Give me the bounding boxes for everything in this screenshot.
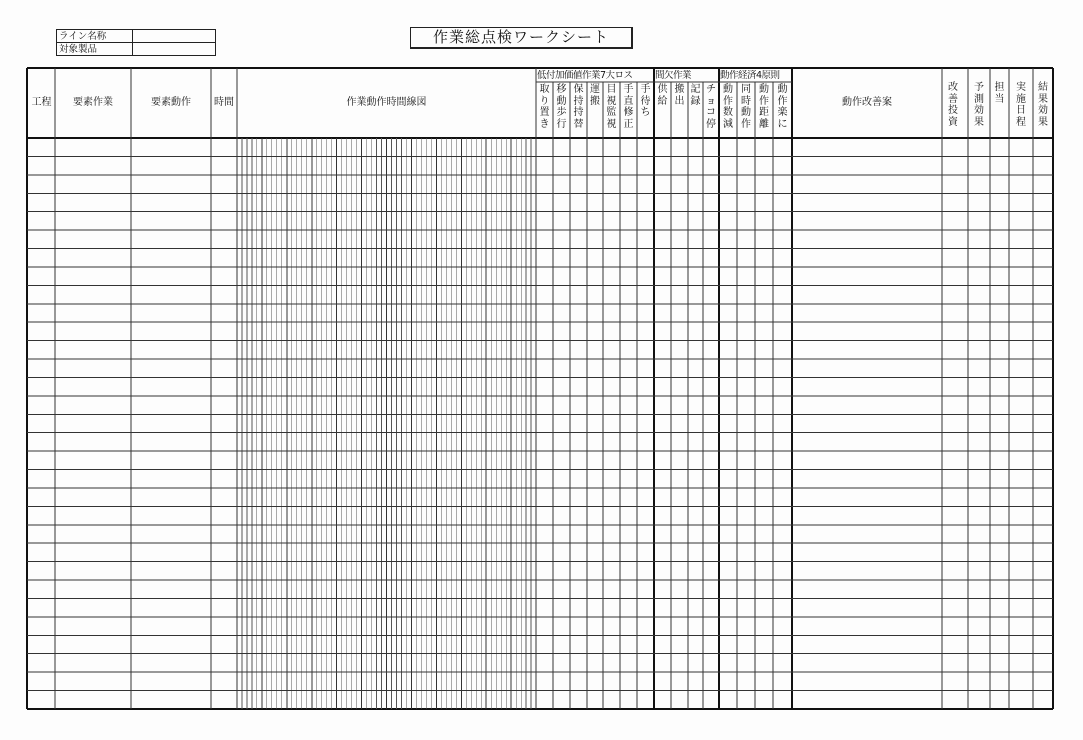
low-value-subheader: 取 り 置 き bbox=[539, 84, 550, 130]
line-name-field[interactable] bbox=[134, 30, 215, 43]
low-value-subheader: 移 動 歩 行 bbox=[556, 84, 567, 130]
intermittent-subheader: チ ョ コ 停 bbox=[706, 84, 716, 130]
header-element-work: 要素作業 bbox=[73, 97, 113, 108]
worksheet-table bbox=[27, 68, 1053, 709]
group-motion-economy: 動作経済4原則 bbox=[720, 70, 780, 81]
header-element-action: 要素動作 bbox=[151, 97, 191, 108]
header-owner: 担 当 bbox=[994, 82, 1005, 105]
header-time: 時間 bbox=[214, 97, 234, 108]
low-value-subheader: 目 視 監 視 bbox=[606, 84, 617, 130]
sheet-title: 作業総点検ワークシート bbox=[410, 27, 633, 49]
motion-subheader: 同 時 動 作 bbox=[741, 84, 751, 130]
header-result-effect: 結 果 効 果 bbox=[1038, 82, 1048, 128]
product-field[interactable] bbox=[134, 43, 215, 56]
intermittent-subheader: 記 録 bbox=[690, 84, 701, 107]
header-schedule: 実 施 日 程 bbox=[1016, 82, 1026, 128]
header-expected-effect: 予 測 効 果 bbox=[974, 82, 984, 128]
header-time-chart: 作業動作時間線図 bbox=[346, 97, 427, 108]
line-name-label: ライン名称 bbox=[59, 30, 133, 43]
header-improvement-plan: 動作改善案 bbox=[842, 97, 892, 108]
low-value-subheader: 運 搬 bbox=[590, 84, 600, 107]
motion-subheader: 動 作 距 離 bbox=[759, 84, 769, 130]
motion-subheader: 動 作 楽 に bbox=[777, 84, 788, 130]
header-investment: 改 善 投 資 bbox=[948, 82, 958, 128]
product-label: 対象製品 bbox=[59, 43, 133, 56]
intermittent-subheader: 供 給 bbox=[657, 84, 668, 107]
line-name-row bbox=[57, 30, 215, 43]
group-low-value-work: 低付加価値作業7大ロス bbox=[537, 70, 633, 81]
table-grid bbox=[27, 68, 1053, 709]
low-value-subheader: 保 持 持 替 bbox=[573, 84, 584, 130]
motion-subheader: 動 作 数 減 bbox=[723, 84, 733, 130]
low-value-subheader: 手 待 ち bbox=[640, 84, 651, 119]
product-row bbox=[57, 43, 215, 56]
header-process: 工程 bbox=[31, 97, 52, 108]
low-value-subheader: 手 直 修 正 bbox=[623, 84, 634, 130]
info-box bbox=[56, 29, 216, 56]
intermittent-subheader: 搬 出 bbox=[674, 84, 685, 107]
group-intermittent-work: 間欠作業 bbox=[655, 70, 692, 81]
